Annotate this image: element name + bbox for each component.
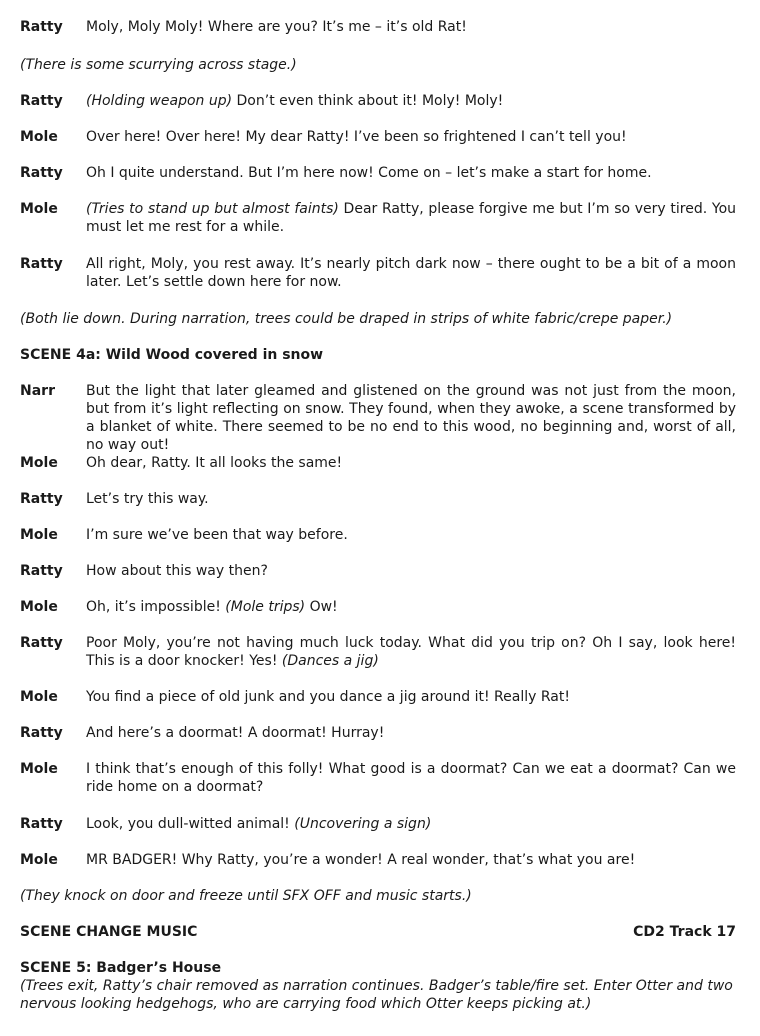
speaker-name: Mole — [20, 455, 58, 471]
speech-text — [86, 490, 736, 508]
speech-fragment: Oh dear, Ratty. It all looks the same! — [86, 455, 343, 471]
speech-fragment: And here’s a doormat! A doormat! Hurray! — [86, 725, 385, 741]
speaker-name: Ratty — [20, 19, 63, 35]
speech-text — [86, 128, 736, 146]
speaker-name: Mole — [20, 599, 58, 615]
stage-direction: (Trees exit, Ratty’s chair removed as narration continues. Badger’s table/fire set. Enter Otter and two nervous looking hedgehogs, who are carrying food which Otter keeps picking at.) — [20, 978, 733, 1012]
speech-fragment: Don’t even think about it! Moly! Moly! — [232, 93, 504, 109]
speech-text — [86, 200, 736, 236]
stage-direction-inline: (Holding weapon up) — [86, 93, 233, 109]
speech-text — [86, 724, 736, 742]
speaker-name: Mole — [20, 761, 58, 777]
speech-fragment: Over here! Over here! My dear Ratty! I’ve been so frightened I can’t tell you! — [86, 129, 627, 145]
speech-text — [86, 598, 736, 616]
speech-text — [86, 634, 736, 670]
speech-text — [86, 760, 736, 796]
speech-fragment: Oh, it’s impossible! — [86, 599, 226, 615]
speaker-name: Ratty — [20, 816, 63, 832]
speech-text — [86, 815, 736, 833]
speech-text — [86, 688, 736, 706]
speaker-name: Mole — [20, 527, 58, 543]
scene-heading-text: SCENE CHANGE MUSIC — [20, 924, 198, 940]
scene-heading-text: SCENE 5: Badger’s House — [20, 960, 222, 976]
speech-fragment: All right, Moly, you rest away. It’s nearly pitch dark now – there ought to be a bit of a moon later. Let’s settle down here for now. — [86, 256, 736, 290]
speech-fragment: I think that’s enough of this folly! What good is a doormat? Can we eat a doormat? Can we ride home on a doormat? — [86, 761, 736, 795]
scene-heading-text: SCENE 4a: Wild Wood covered in snow — [20, 347, 324, 363]
speaker-name: Ratty — [20, 635, 63, 651]
stage-direction: (Both lie down. During narration, trees could be draped in strips of white fabric/crepe paper.) — [20, 311, 673, 327]
cd-track-label: CD2 Track 17 — [633, 924, 736, 940]
speech-fragment: Dear Ratty, please forgive me but I’m so very tired. You must let me rest for a while. — [86, 201, 737, 235]
speech-fragment: Oh I quite understand. But I’m here now! Come on – let’s make a start for home. — [86, 165, 652, 181]
speech-fragment: I’m sure we’ve been that way before. — [86, 527, 348, 543]
speaker-name: Mole — [20, 129, 58, 145]
scene-heading — [20, 923, 736, 941]
speaker-name: Mole — [20, 689, 58, 705]
speech-fragment: Ow! — [305, 599, 338, 615]
speech-fragment: Poor Moly, you’re not having much luck today. What did you trip on? Oh I say, look here! This is a door knocker! Yes! — [86, 635, 736, 669]
speech-text — [86, 92, 736, 110]
speech-fragment: MR BADGER! Why Ratty, you’re a wonder! A real wonder, that’s what you are! — [86, 852, 636, 868]
speaker-name: Mole — [20, 201, 58, 217]
speaker-name: Narr — [20, 383, 55, 399]
speech-fragment: Look, you dull-witted animal! — [86, 816, 295, 832]
stage-direction-inline: (Mole trips) — [225, 599, 306, 615]
speaker-name: Ratty — [20, 563, 63, 579]
speaker-name: Ratty — [20, 256, 63, 272]
speech-text — [86, 255, 736, 291]
scene-heading — [20, 346, 736, 364]
speech-text — [86, 164, 736, 182]
speaker-name: Ratty — [20, 725, 63, 741]
speaker-name: Mole — [20, 852, 58, 868]
speech-text — [86, 454, 736, 472]
speech-fragment: Moly, Moly Moly! Where are you? It’s me – it’s old Rat! — [86, 19, 467, 35]
speech-text — [86, 18, 736, 36]
speech-text — [86, 851, 736, 869]
stage-direction-inline: (Dances a jig) — [281, 653, 379, 669]
speech-fragment: You find a piece of old junk and you dance a jig around it! Really Rat! — [86, 689, 570, 705]
speech-fragment: Let’s try this way. — [86, 491, 209, 507]
speech-text — [86, 562, 736, 580]
speech-text — [86, 526, 736, 544]
speech-fragment: How about this way then? — [86, 563, 268, 579]
stage-direction: (There is some scurrying across stage.) — [20, 57, 297, 73]
speaker-name: Ratty — [20, 491, 63, 507]
stage-direction-inline: (Tries to stand up but almost faints) — [86, 201, 339, 217]
speech-fragment: But the light that later gleamed and glistened on the ground was not just from the moon, but from it’s light reflecting on snow. They found, when they awoke, a scene transformed by a blanket of white. There seemed to be no end to this wood, no beginning and, worst of all, no way out! — [86, 383, 736, 453]
speech-text — [86, 382, 736, 454]
stage-direction-inline: (Uncovering a sign) — [294, 816, 432, 832]
scene-heading — [20, 959, 736, 977]
speaker-name: Ratty — [20, 165, 63, 181]
stage-direction: (They knock on door and freeze until SFX OFF and music starts.) — [20, 888, 472, 904]
speaker-name: Ratty — [20, 93, 63, 109]
